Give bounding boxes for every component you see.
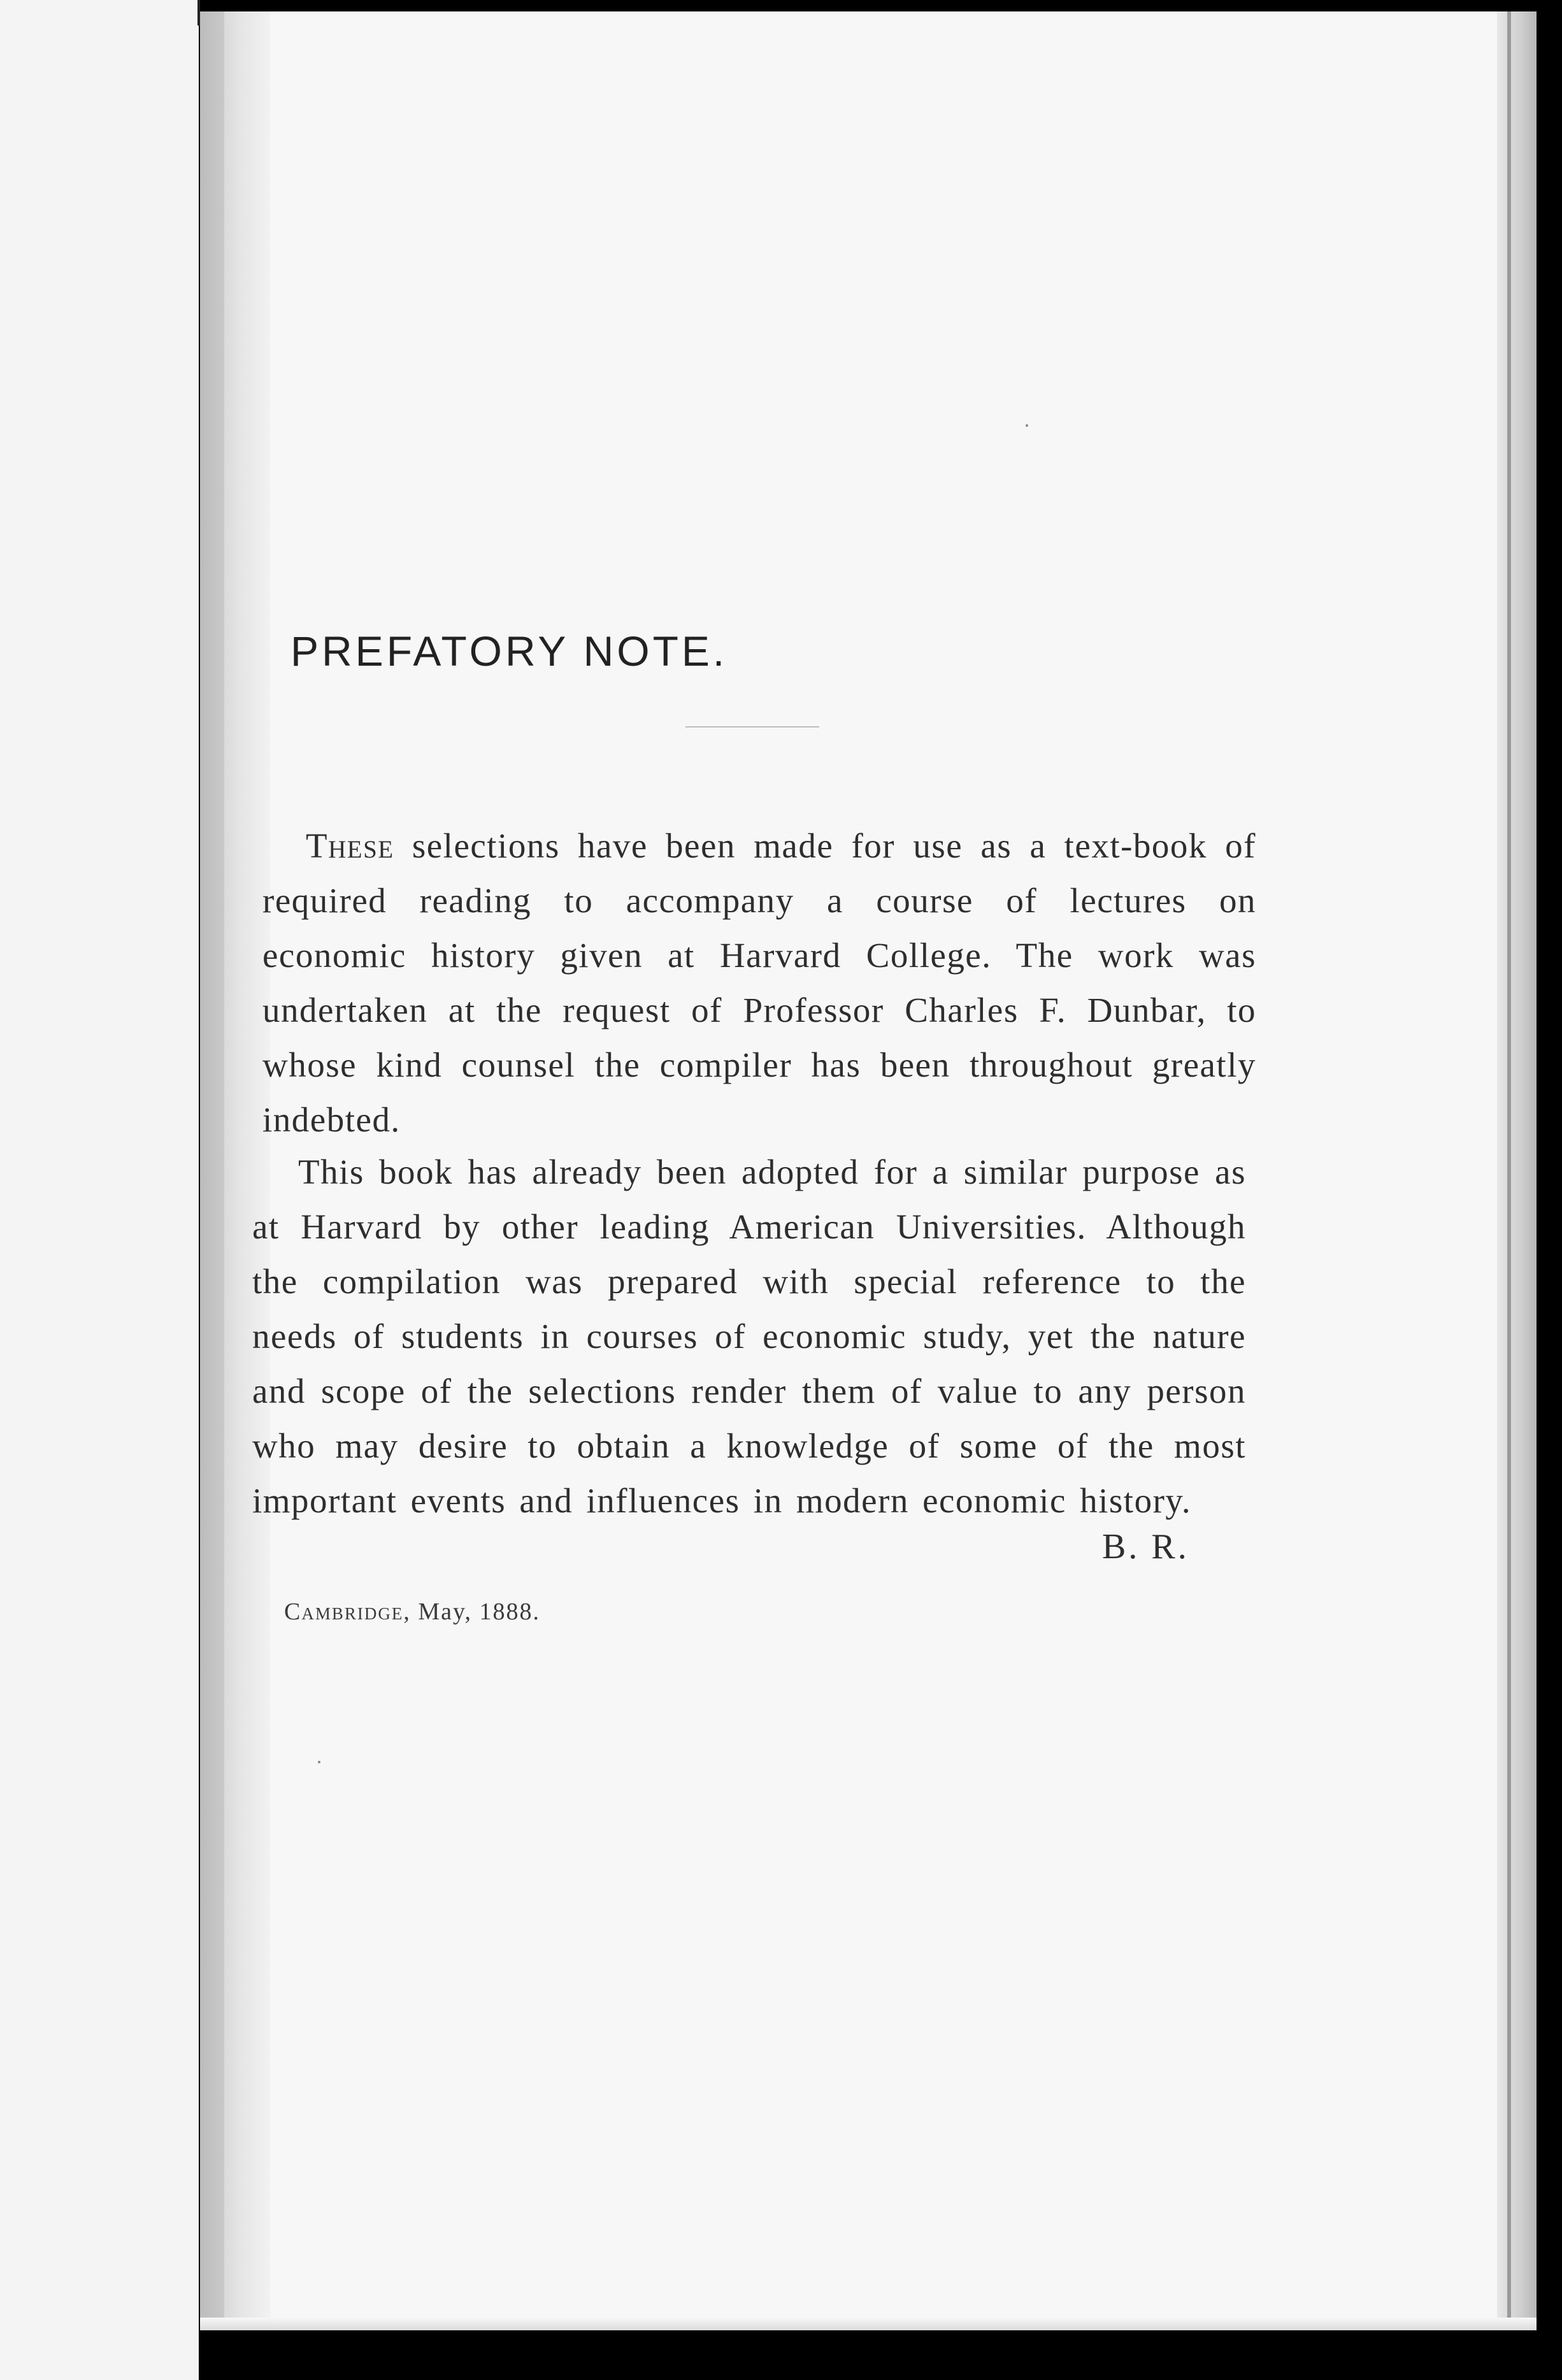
page-title: PREFATORY NOTE. [290,627,728,675]
paragraph-2 [252,1145,1246,1528]
dateline-place: Cambridge [284,1598,404,1625]
dust-speck [318,1761,320,1763]
dust-speck [1026,424,1028,427]
title-rule [685,726,819,728]
bottom-shadow [200,2318,1537,2330]
paragraph-2-text: This book has already been adopted for a similar purpose as at Harvard by other leading American Universities. Although the compilation was prepared with special reference to the needs of students in courses of economic study, yet the nature and scope of the selections render them of value to any person who may desire to obtain a knowledge of some of the most important events and influences in modern economic history. [252,1152,1246,1520]
paragraph-1 [262,819,1256,1147]
gutter-inner-shadow [200,11,224,2330]
dateline-date: , May, 1888. [403,1598,541,1625]
facing-page-edge [0,0,199,2380]
right-page-edge [1497,11,1537,2330]
author-initials: B. R. [1102,1527,1189,1566]
dateline [284,1598,540,1626]
right-edge-line [1507,11,1511,2330]
paragraph-1-text: selections have been made for use as a text-book of required reading to accompany a course of lectures on economic history given at Harvard College. The work was undertaken at the request of Professor Charles F. Dunbar, to whose kind counsel the compiler has been throughout greatly indebted. [262,826,1256,1139]
paragraph-1-lead: These [306,826,394,865]
